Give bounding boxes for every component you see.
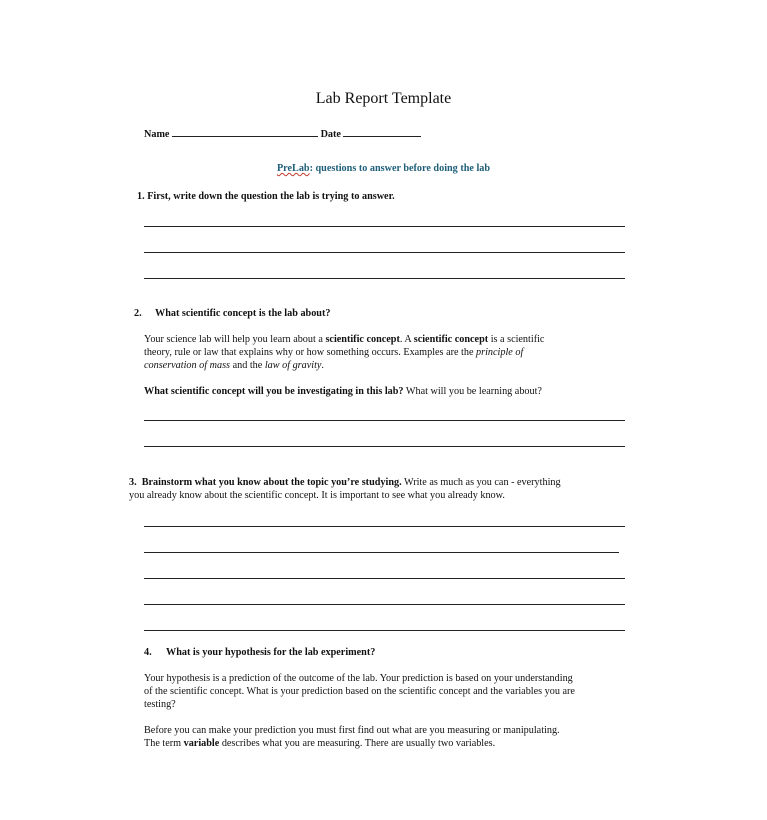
prelab-word: PreLab [276, 163, 310, 174]
question-2-number: 2. [134, 308, 142, 319]
answer-line[interactable] [144, 420, 625, 421]
text: Your science lab will help you learn about a [144, 334, 326, 345]
text-italic: conservation of mass [144, 360, 231, 371]
text: . [321, 360, 324, 371]
answer-line[interactable] [144, 630, 625, 631]
text-bold: scientific concept [413, 334, 489, 345]
answer-line[interactable] [144, 226, 625, 227]
answer-line[interactable] [144, 252, 625, 253]
text: What will you be learning about? [403, 386, 542, 397]
text-italic: principle of [476, 347, 524, 358]
name-date-row [144, 125, 421, 141]
date-field[interactable] [343, 125, 421, 137]
text: and the [230, 360, 265, 371]
text: describes what you are measuring. There are usually two variables. [219, 738, 496, 749]
question-2-prompt [144, 385, 542, 398]
text: Write as much as you can - everything [401, 477, 561, 488]
text-italic: law of gravity [264, 360, 322, 371]
text: is a scientific [488, 334, 545, 345]
text-bold: scientific concept [325, 334, 400, 345]
question-4-number: 4. [144, 647, 152, 658]
date-label: Date [320, 129, 341, 140]
text: . A [399, 334, 414, 345]
question-3 [129, 476, 624, 502]
text: of the scientific concept. What is your prediction based on the scientific concept and the variables you are [144, 686, 575, 697]
text: theory, rule or law that explains why or how something occurs. Examples are the [144, 347, 477, 358]
prelab-heading [0, 163, 767, 174]
answer-line[interactable] [144, 526, 625, 527]
question-1: 1. First, write down the question the lab is trying to answer. [137, 191, 395, 202]
text: The term [144, 738, 184, 749]
text: you already know about the scientific concept. It is important to see what you already know. [129, 490, 505, 501]
question-2: What scientific concept is the lab about? [155, 308, 331, 319]
text: Before you can make your prediction you must first find out what are you measuring or manipulating. [144, 725, 560, 736]
answer-line[interactable] [144, 578, 625, 579]
text-bold: variable [183, 738, 220, 749]
text-bold: What scientific concept will you be investigating in this lab? [144, 386, 404, 397]
text: Your hypothesis is a prediction of the outcome of the lab. Your prediction is based on your understanding [144, 673, 573, 684]
answer-line[interactable] [144, 446, 625, 447]
answer-line[interactable] [144, 278, 625, 279]
question-3-number: 3. [129, 477, 137, 488]
text-bold: Brainstorm what you know about the topic you’re studying. [141, 477, 402, 488]
answer-line[interactable] [144, 604, 625, 605]
question-2-explanation [144, 333, 624, 372]
prelab-rest: : questions to answer before doing the lab [309, 163, 491, 174]
question-4: What is your hypothesis for the lab experiment? [166, 647, 376, 658]
text: testing? [144, 699, 176, 710]
name-field[interactable] [172, 125, 318, 137]
question-4-variables [144, 724, 634, 750]
document-title: Lab Report Template [315, 90, 452, 107]
answer-line[interactable] [144, 552, 619, 553]
name-label: Name [144, 129, 170, 140]
question-4-explanation [144, 672, 634, 711]
